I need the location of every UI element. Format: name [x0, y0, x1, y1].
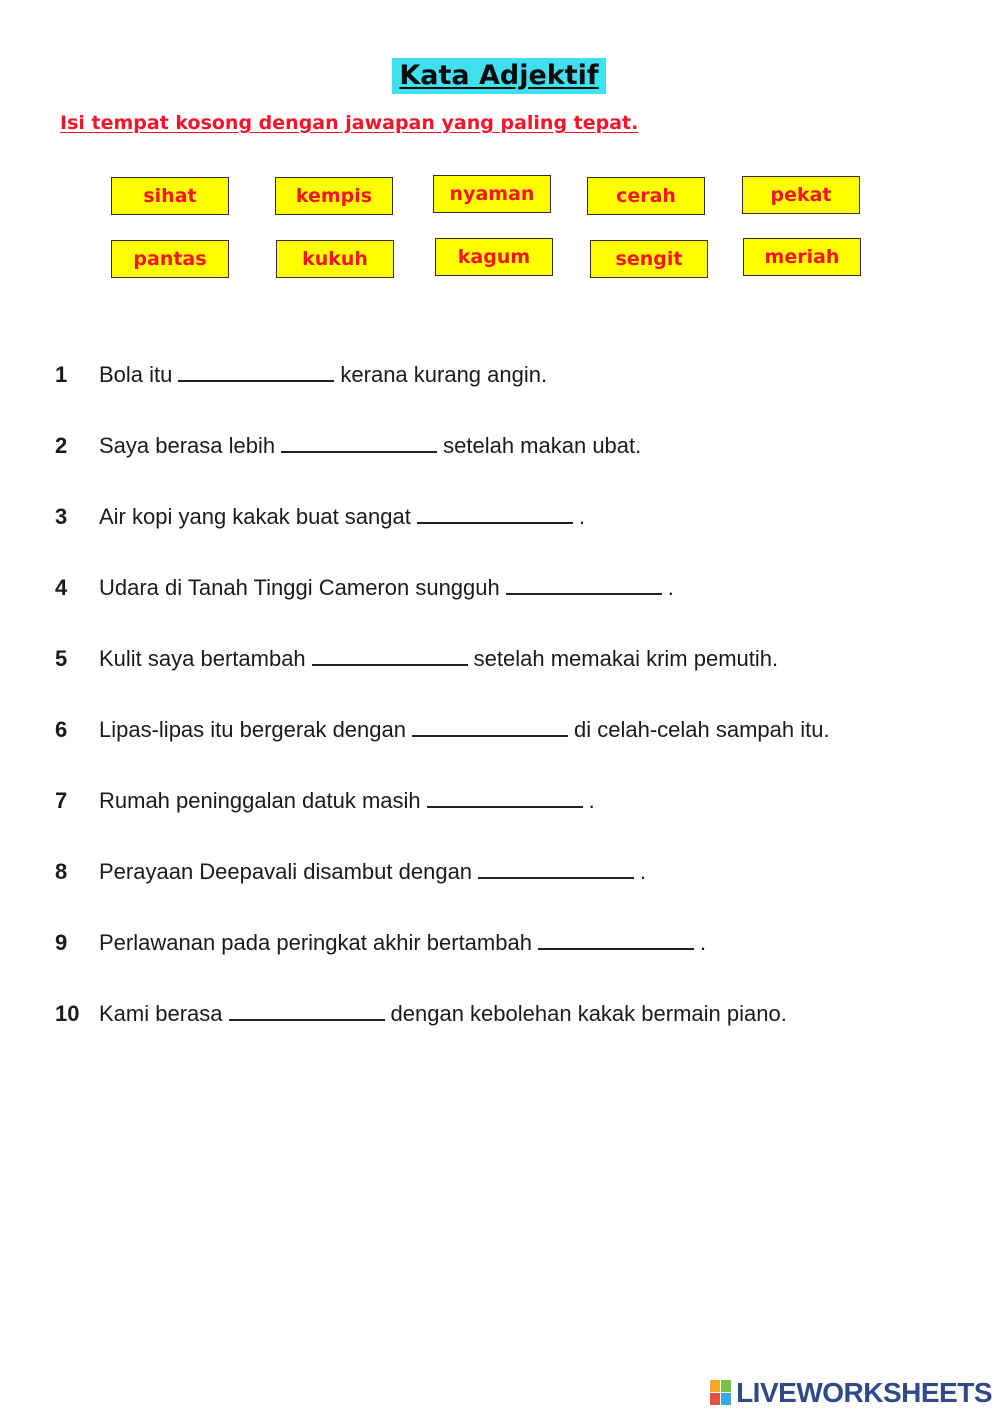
word-option[interactable]: pantas — [111, 240, 229, 278]
word-option[interactable]: sihat — [111, 177, 229, 215]
question-row — [55, 358, 547, 392]
word-option[interactable]: kagum — [435, 238, 553, 276]
question-text-before: Lipas-lipas itu bergerak dengan — [99, 717, 406, 742]
answer-blank[interactable] — [478, 861, 634, 879]
word-option[interactable]: pekat — [742, 176, 860, 214]
question-text-before: Saya berasa lebih — [99, 433, 276, 458]
page-title: Kata Adjektif — [392, 58, 606, 94]
question-text-after: setelah makan ubat. — [443, 433, 642, 458]
liveworksheets-logo-icon — [710, 1380, 732, 1406]
word-option[interactable]: kempis — [275, 177, 393, 215]
question-text-before: Kami berasa — [99, 1001, 223, 1026]
question-row — [55, 784, 595, 818]
question-number: 7 — [55, 788, 68, 813]
brand-name: LIVEWORKSHEETS — [736, 1377, 992, 1408]
question-number: 9 — [55, 930, 68, 955]
word-option[interactable]: kukuh — [276, 240, 394, 278]
question-row — [55, 429, 641, 463]
question-text-after: . — [578, 504, 585, 529]
question-text-before: Bola itu — [99, 362, 173, 387]
answer-blank[interactable] — [427, 790, 583, 808]
question-text-after: dengan kebolehan kakak bermain piano. — [390, 1001, 787, 1026]
question-text-before: Udara di Tanah Tinggi Cameron sungguh — [99, 575, 500, 600]
question-text-before: Perayaan Deepavali disambut dengan — [99, 859, 473, 884]
question-number: 2 — [55, 433, 68, 458]
liveworksheets-logo[interactable] — [710, 1376, 992, 1410]
answer-blank[interactable] — [412, 719, 568, 737]
question-text-before: Air kopi yang kakak buat sangat — [99, 504, 411, 529]
question-text-after: . — [667, 575, 674, 600]
question-text-after: . — [699, 930, 707, 955]
question-text-before: Kulit saya bertambah — [99, 646, 306, 671]
answer-blank[interactable] — [538, 932, 694, 950]
answer-blank[interactable] — [417, 506, 573, 524]
word-option[interactable]: sengit — [590, 240, 708, 278]
question-number: 1 — [55, 362, 68, 387]
answer-blank[interactable] — [506, 577, 662, 595]
instruction-text: Isi tempat kosong dengan jawapan yang paling tepat. — [60, 112, 639, 134]
question-text-after: . — [640, 859, 647, 884]
word-option[interactable]: cerah — [587, 177, 705, 215]
question-number: 6 — [55, 717, 68, 742]
answer-blank[interactable] — [281, 435, 437, 453]
question-row — [55, 997, 787, 1031]
answer-blank[interactable] — [229, 1003, 385, 1021]
question-number: 10 — [55, 1001, 80, 1026]
question-text-after: . — [588, 788, 595, 813]
question-text-after: kerana kurang angin. — [340, 362, 548, 387]
question-row — [55, 855, 646, 889]
question-row — [55, 713, 830, 747]
question-row — [55, 571, 674, 605]
word-option[interactable]: nyaman — [433, 175, 551, 213]
question-number: 5 — [55, 646, 68, 671]
question-row — [55, 500, 585, 534]
question-number: 3 — [55, 504, 68, 529]
question-number: 8 — [55, 859, 68, 884]
question-text-before: Perlawanan pada peringkat akhir bertambah — [99, 930, 532, 955]
question-number: 4 — [55, 575, 68, 600]
question-text-after: setelah memakai krim pemutih. — [473, 646, 779, 671]
question-text-after: di celah-celah sampah itu. — [573, 717, 830, 742]
question-row — [55, 926, 706, 960]
question-row — [55, 642, 778, 676]
word-option[interactable]: meriah — [743, 238, 861, 276]
answer-blank[interactable] — [178, 364, 334, 382]
answer-blank[interactable] — [312, 648, 468, 666]
question-text-before: Rumah peninggalan datuk masih — [99, 788, 421, 813]
